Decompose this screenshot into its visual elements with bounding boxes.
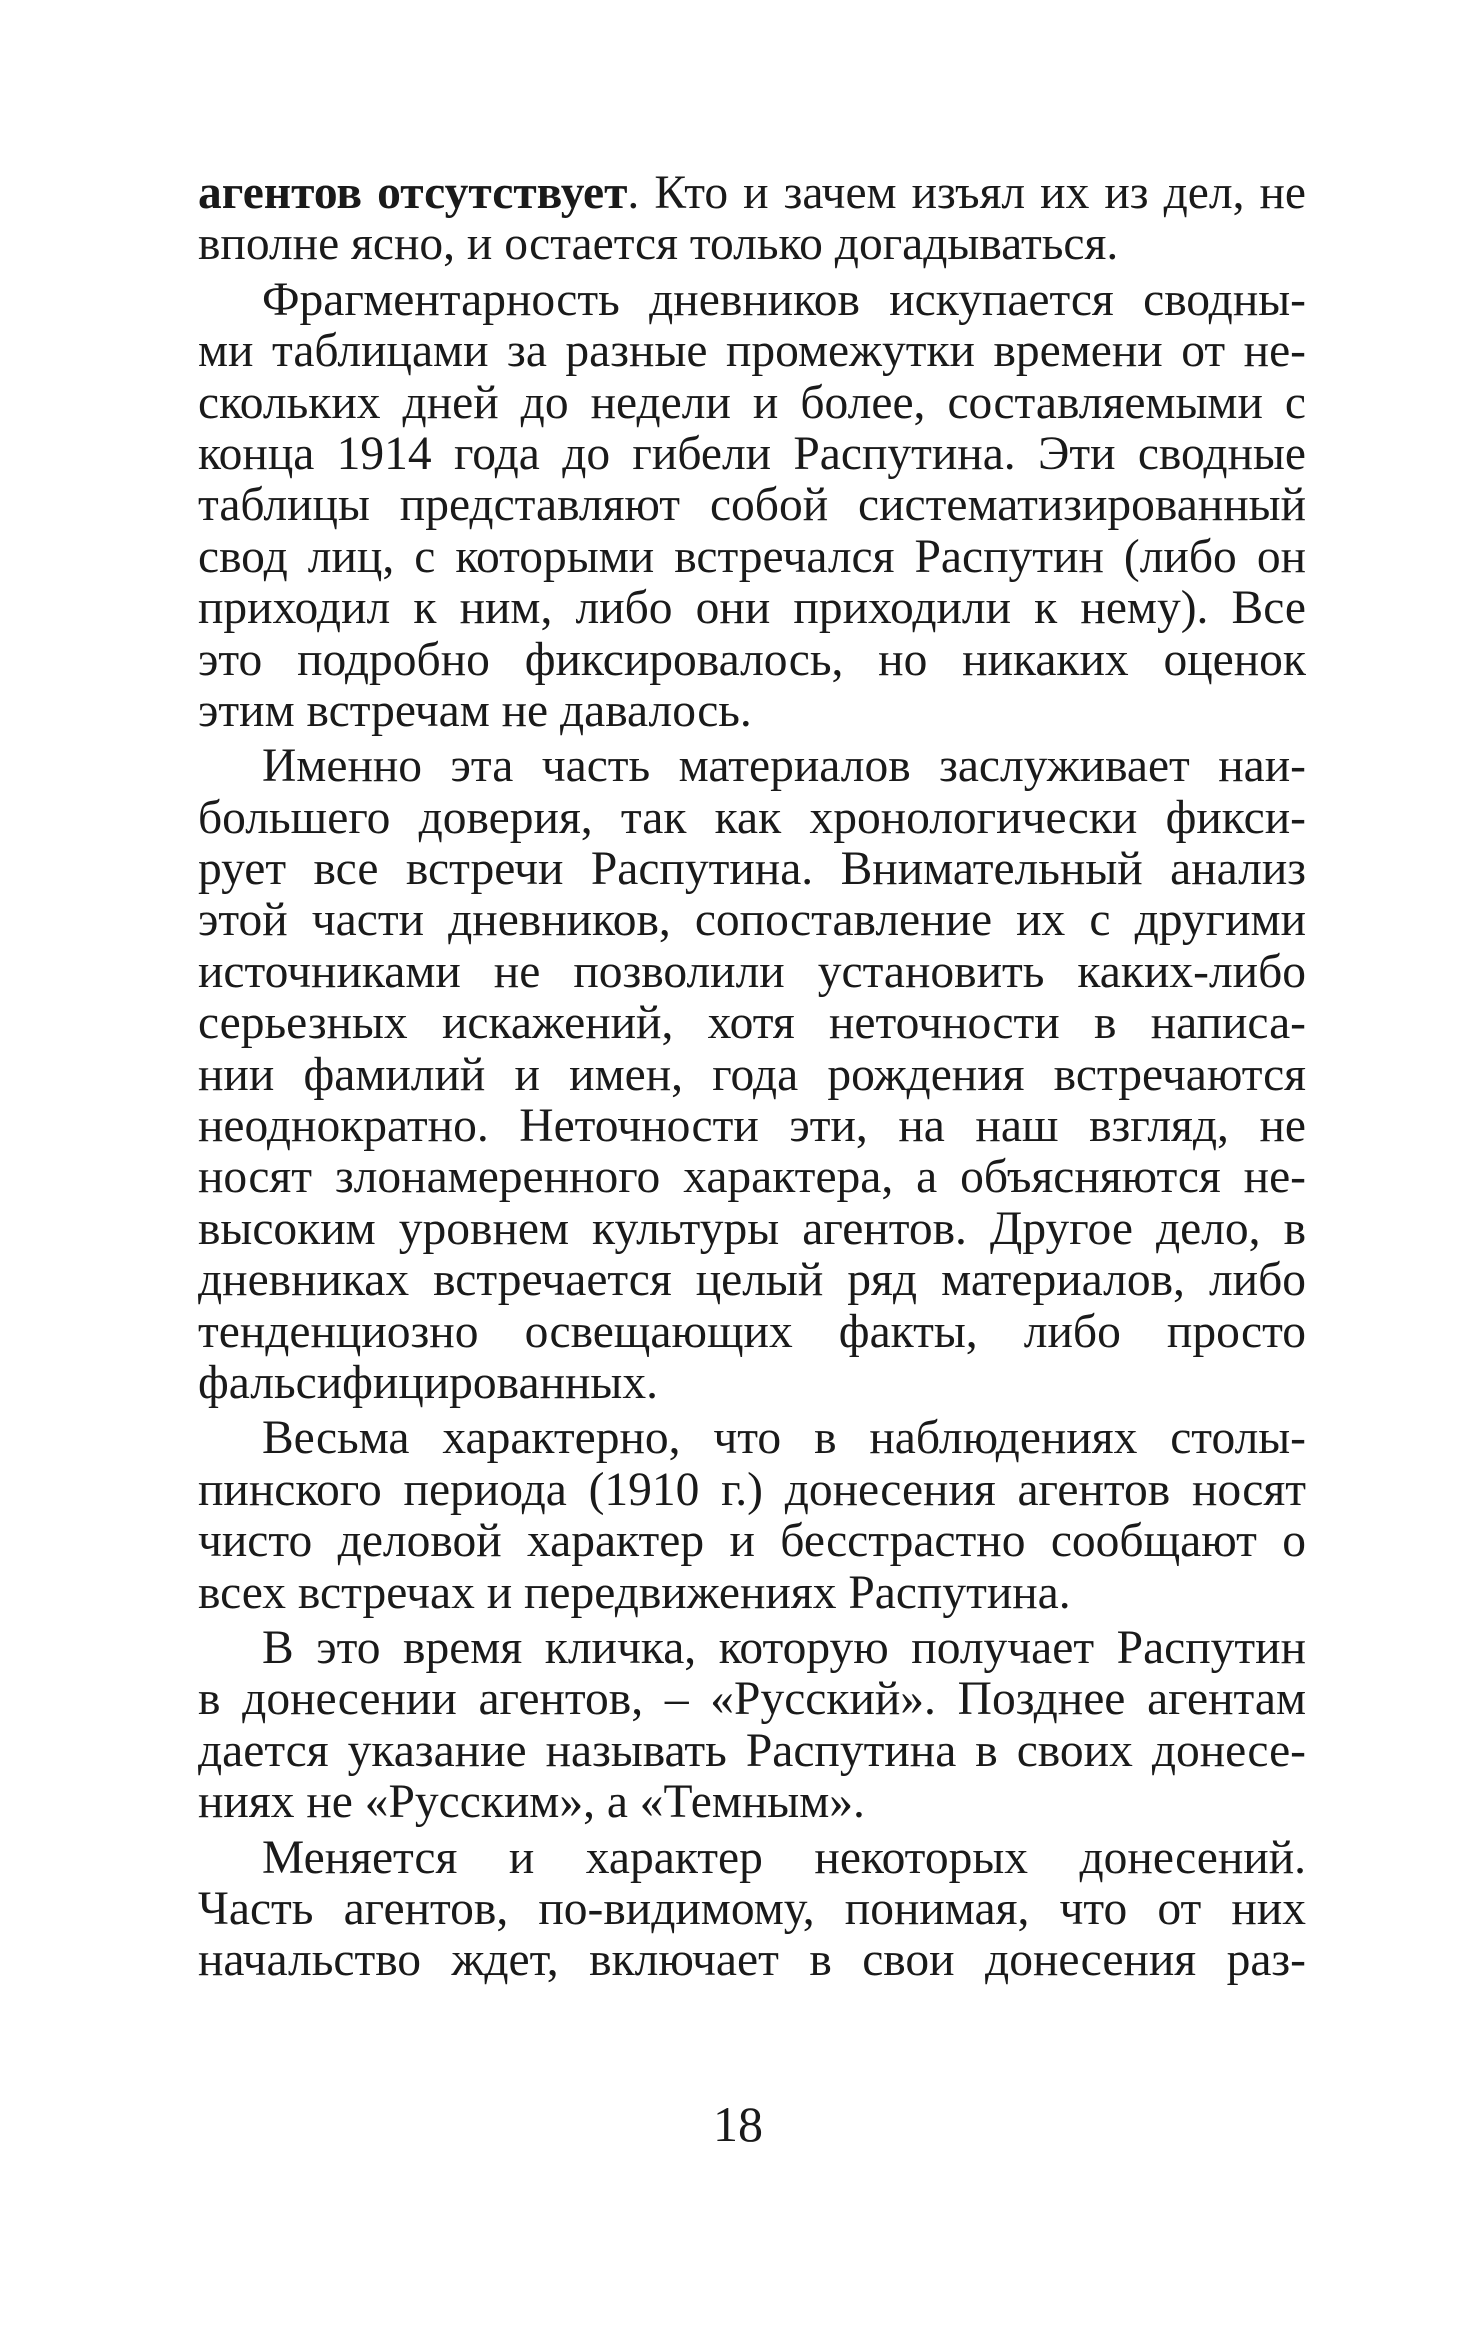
text-line: Весьма характерно, что в наблюдениях столы-	[262, 1412, 1306, 1465]
text-line: серьезных искажений, хотя неточности в написа-	[198, 997, 1306, 1050]
text-line: Именно эта часть материалов заслуживает наи-	[262, 740, 1306, 793]
text-line: начальство ждет, включает в свои донесения раз-	[198, 1934, 1306, 1987]
text-line: большего доверия, так как хронологически фикси-	[198, 791, 1306, 844]
text-line: неоднократно. Неточности эти, на наш взгляд, не	[198, 1100, 1306, 1153]
text-line: вполне ясно, и остается только догадываться.	[198, 218, 1119, 271]
text-line: Часть агентов, по-видимому, понимая, что от них	[198, 1882, 1306, 1935]
text-line	[198, 168, 1306, 219]
text-line: чисто деловой характер и бесстрастно сообщают о	[198, 1515, 1306, 1568]
text-line: В это время кличка, которую получает Распутин	[262, 1621, 1306, 1674]
text-line: дается указание называть Распутина в своих донесе-	[198, 1724, 1306, 1777]
text-line: скольких дней до недели и более, составляемыми с	[198, 376, 1306, 429]
text-line: всех встречах и передвижениях Распутина.	[198, 1566, 1071, 1619]
text-line: этим встречам не давалось.	[198, 684, 752, 737]
text-line: это подробно фиксировалось, но никаких оценок	[198, 633, 1306, 686]
text-line: таблицы представляют собой систематизированный	[198, 479, 1306, 532]
text-line: дневниках встречается целый ряд материалов, либо	[198, 1254, 1306, 1307]
paragraph	[198, 1833, 1306, 1987]
paragraph	[198, 1623, 1306, 1829]
text-line: тенденциозно освещающих факты, либо просто	[198, 1305, 1306, 1358]
text-line: ниях не «Русским», а «Темным».	[198, 1776, 865, 1829]
text-line: приходил к ним, либо они приходили к нему). Все	[198, 582, 1306, 635]
text-line: свод лиц, с которыми встречался Распутин (либо он	[198, 530, 1306, 583]
text-line: этой части дневников, сопоставление их с другими	[198, 894, 1306, 947]
text-line: пинского периода (1910 г.) донесения агентов носят	[198, 1463, 1306, 1516]
text-line: Меняется и характер некоторых донесений.	[262, 1831, 1306, 1884]
text-line: рует все встречи Распутина. Внимательный анализ	[198, 843, 1306, 896]
text-line: носят злонамеренного характера, а объясняются не-	[198, 1151, 1306, 1204]
text-line: ми таблицами за разные промежутки времени от не-	[198, 325, 1306, 378]
text-line: конца 1914 года до гибели Распутина. Эти сводные	[198, 427, 1306, 480]
text-line: Фрагментарность дневников искупается сводны-	[262, 273, 1306, 326]
page-number: 18	[713, 2096, 763, 2152]
paragraph	[198, 275, 1306, 738]
text-line: высоким уровнем культуры агентов. Другое дело, в	[198, 1202, 1306, 1255]
text-line: источниками не позволили установить каких-либо	[198, 945, 1306, 998]
text-line: в донесении агентов, – «Русский». Позднее агентам	[198, 1673, 1306, 1726]
text-line: нии фамилий и имен, года рождения встречаются	[198, 1048, 1306, 1101]
paragraph	[198, 168, 1306, 271]
paragraph	[198, 741, 1306, 1409]
text-line: фальсифицированных.	[198, 1356, 658, 1409]
bold-text: агентов отсутствует	[198, 167, 628, 219]
page-body	[198, 168, 1306, 1987]
paragraph	[198, 1413, 1306, 1619]
line-text: . Кто и зачем изъял их из дел, не	[627, 167, 1306, 219]
